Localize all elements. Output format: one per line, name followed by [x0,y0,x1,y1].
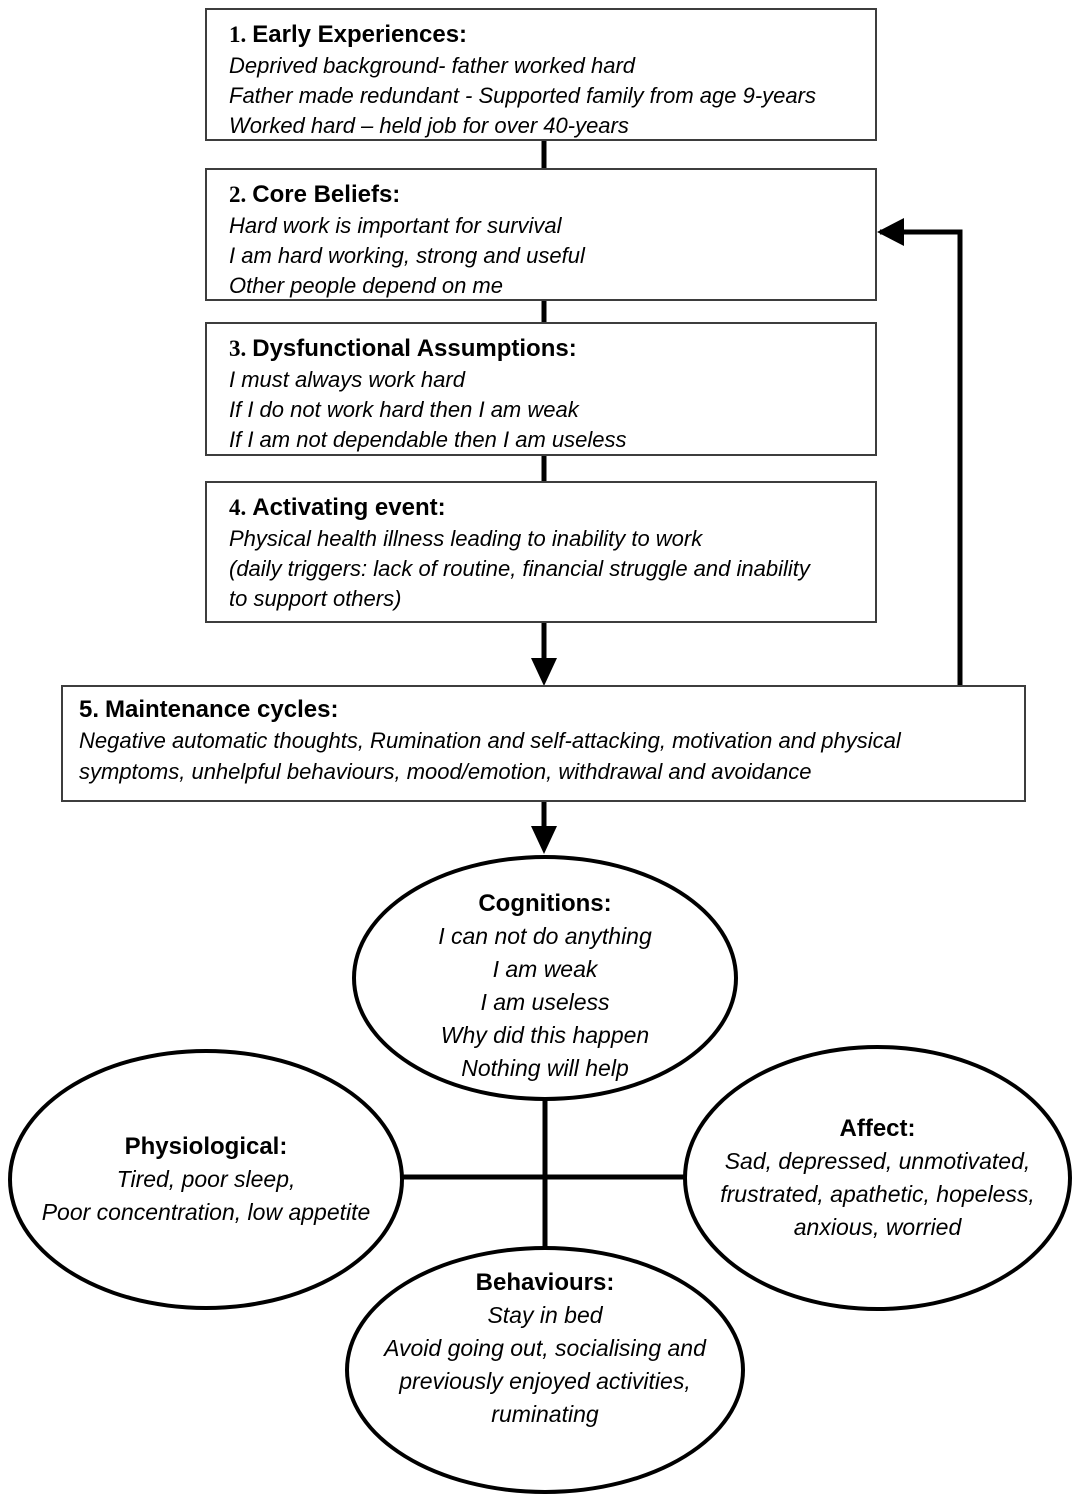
box-early-experiences [205,8,877,141]
text-line: Poor concentration, low appetite [41,1199,371,1225]
text-line: I am weak [492,956,598,982]
text-line: Father made redundant - Supported family from age 9-years [229,83,816,108]
box-title [229,492,857,524]
box-dysfunctional-assumptions [205,322,877,456]
box-number: 1. [229,22,247,47]
box-number: 3. [229,336,247,361]
ellipse-title: Behaviours: [475,1268,615,1296]
box-activating-event [205,481,877,623]
box-core-beliefs [205,168,877,301]
text-line: Why did this happen [440,1022,650,1048]
text-line: Tired, poor sleep, [116,1166,296,1192]
text-line: previously enjoyed activities, [399,1367,691,1394]
box-body [229,524,857,614]
box-title-text: Activating event: [252,494,446,521]
text-line: Sad, depressed, unmotivated, [724,1148,1031,1174]
box-number: 5. [79,696,100,723]
text-line: Hard work is important for survival [229,213,562,238]
text-line: I must always work hard [229,367,465,392]
text-line: Avoid going out, socialising and [384,1334,706,1361]
text-line: frustrated, apathetic, hopeless, [720,1181,1035,1207]
ellipse-body [384,1299,706,1431]
box-title-text: Maintenance cycles: [105,696,339,723]
text-line: Nothing will help [461,1055,629,1081]
box-title-text: Core Beliefs: [252,181,401,208]
ellipse-affect [683,1045,1072,1311]
text-line: Stay in bed [487,1301,603,1328]
text-line: I am hard working, strong and useful [229,243,585,268]
box-body [229,211,857,301]
text-line: symptoms, unhelpful behaviours, mood/emotion, withdrawal and avoidance [79,759,812,784]
box-title-text: Early Experiences: [252,21,468,48]
box-body [79,725,1010,787]
box-number: 4. [229,495,247,520]
text-line: If I am not dependable then I am useless [229,427,627,452]
ellipse-body [438,920,652,1085]
text-line: If I do not work hard then I am weak [229,397,579,422]
text-line: ruminating [491,1400,599,1427]
ellipse-body [720,1145,1035,1244]
text-line: I am useless [480,989,610,1015]
ellipse-title: Physiological: [124,1133,288,1160]
ellipse-body [42,1163,371,1229]
text-line: Physical health illness leading to inability to work [229,526,703,551]
arrowhead-left-box2-icon [877,218,904,246]
box-number: 2. [229,182,247,207]
box-body [229,51,857,141]
box-title [79,694,1010,725]
text-line: Deprived background- father worked hard [229,53,636,78]
box-title [229,333,857,365]
text-line: anxious, worried [793,1214,962,1240]
box-title [229,19,857,51]
box-maintenance-cycles [61,685,1026,802]
arrowhead-down-cognitions-icon [531,826,557,854]
feedback-line-box5-box2 [880,232,960,688]
ellipse-cognitions [352,855,738,1101]
text-line: (daily triggers: lack of routine, financial struggle and inability [229,556,810,581]
text-line: to support others) [229,586,402,611]
text-line: Worked hard – held job for over 40-years [229,113,629,138]
box-title-text: Dysfunctional Assumptions: [252,335,577,362]
text-line: Other people depend on me [229,273,503,298]
box-body [229,365,857,455]
arrowhead-down-box5-icon [531,658,557,686]
ellipse-physiological [8,1049,404,1310]
ellipse-title: Affect: [839,1115,916,1142]
text-line: I can not do anything [438,923,652,949]
text-line: Negative automatic thoughts, Rumination and self-attacking, motivation and physical [79,728,901,753]
box-title [229,179,857,211]
ellipse-behaviours [345,1246,745,1494]
ellipse-title: Cognitions: [478,890,612,917]
